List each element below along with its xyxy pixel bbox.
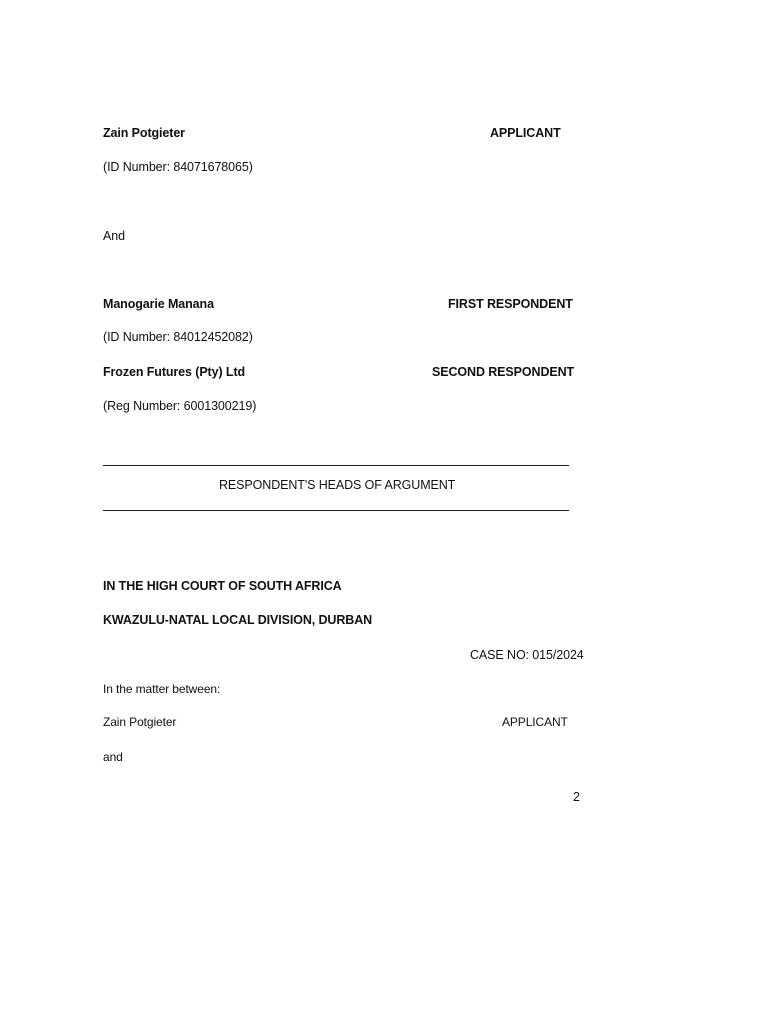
- applicant-role: APPLICANT: [490, 126, 561, 140]
- case-number: CASE NO: 015/2024: [470, 648, 584, 662]
- court-division: KWAZULU-NATAL LOCAL DIVISION, DURBAN: [103, 613, 373, 627]
- document-title: RESPONDENT'S HEADS OF ARGUMENT: [219, 478, 456, 492]
- first-respondent-id: (ID Number: 84012452082): [103, 330, 253, 344]
- second-respondent-name: Frozen Futures (Pty) Ltd: [103, 365, 246, 379]
- first-respondent-name: Manogarie Manana: [103, 297, 214, 311]
- conjunction-and: And: [103, 229, 125, 243]
- court-name: IN THE HIGH COURT OF SOUTH AFRICA: [103, 579, 342, 593]
- court-applicant-role: APPLICANT: [502, 715, 568, 729]
- matter-between: In the matter between:: [103, 682, 221, 696]
- page-number: 2: [573, 790, 580, 804]
- applicant-name: Zain Potgieter: [103, 126, 185, 140]
- applicant-id: (ID Number: 84071678065): [103, 160, 253, 174]
- court-applicant-name: Zain Potgieter: [103, 715, 177, 729]
- court-conjunction-and: and: [103, 750, 123, 764]
- first-respondent-role: FIRST RESPONDENT: [448, 297, 573, 311]
- second-respondent-role: SECOND RESPONDENT: [432, 365, 575, 379]
- title-rule-bottom: [103, 510, 569, 511]
- second-respondent-reg: (Reg Number: 6001300219): [103, 399, 257, 413]
- title-rule-top: [103, 465, 569, 466]
